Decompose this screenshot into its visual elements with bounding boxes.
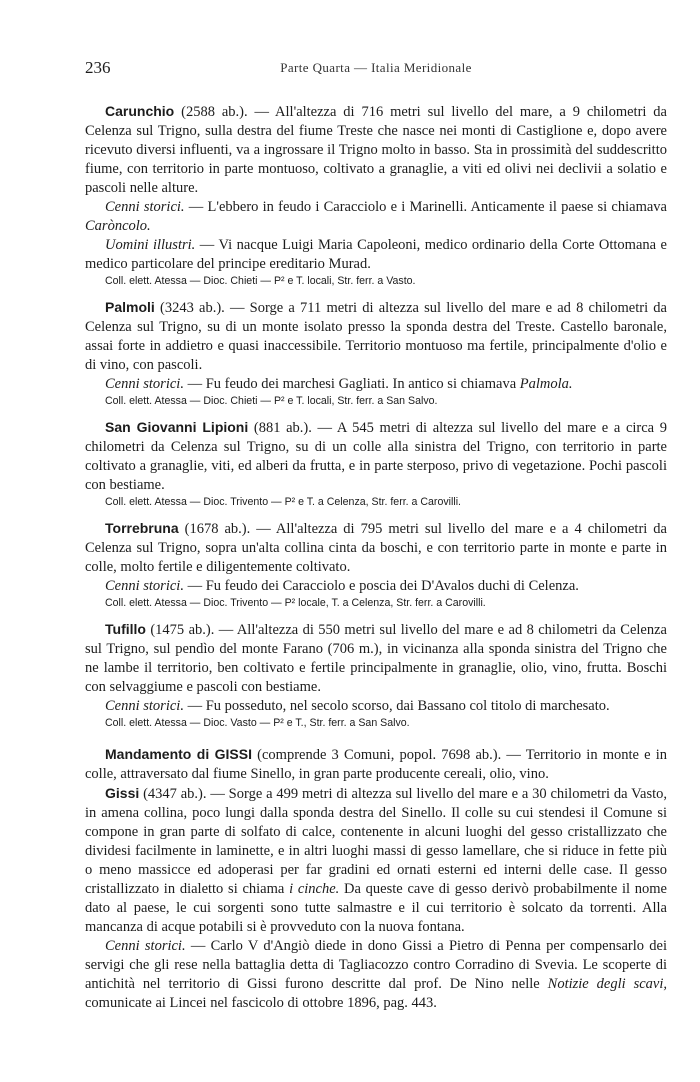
history-label: Cenni storici. xyxy=(105,376,184,392)
mandamento-name: Mandamento di GISSI xyxy=(105,746,252,762)
entry-name: Tufillo xyxy=(105,621,146,637)
entry-name: Gissi xyxy=(105,785,140,801)
page-header xyxy=(85,58,667,80)
entry-notable-people xyxy=(85,236,667,274)
entry-name: San Giovanni Lipioni xyxy=(105,419,249,435)
notable-text: — Vi nacque Luigi Maria Capoleoni, medico ordinario della Corte Ottomana e medico particolare del principe ereditario Murad. xyxy=(85,237,667,272)
entry-paragraph xyxy=(85,418,667,495)
entry-text: (881 ab.). — A 545 metri di altezza sul livello del mare e a circa 9 chilometri da Celenza sul Trigno, su di un colle alla sinistra del Trigno, con territorio in parte coltivato a granaglie, viti, ed alberi da frutta, e in parte sterposo, privo di vegetazione. Pochi pascoli con bestiame. xyxy=(85,420,668,493)
entry-paragraph xyxy=(85,784,667,937)
entry-history xyxy=(85,375,667,394)
entry-tufillo xyxy=(85,620,667,731)
history-text: — L'ebbero in feudo i Caracciolo e i Marinelli. Anticamente il paese si chiamava xyxy=(184,199,667,215)
history-text-continued: comunicate ai Lincei nel fascicolo di ottobre 1896, pag. 443. xyxy=(85,995,437,1011)
entry-admin-note: Coll. elett. Atessa — Dioc. Vasto — P² e T., Str. ferr. a San Salvo. xyxy=(105,717,410,729)
entry-carunchio xyxy=(85,102,667,289)
mandamento-gissi xyxy=(85,745,667,784)
entry-paragraph xyxy=(85,620,667,697)
entry-text: (2588 ab.). — All'altezza di 716 metri sul livello del mare, a 9 chilometri da Celenza sul Trigno, sulla destra del fiume Treste che nasce nei monti di Castiglione e, dopo avere ricevuto diversi influenti, va a ingrossare il Trigno molto in basso. Sta in prossimità del suddescritto fiume, con territorio in parte montuoso, coltivato a granaglie, a viti ed olivi nei declivii a solatio e pascoli nelle alture. xyxy=(85,104,667,196)
entry-admin-note: Coll. elett. Atessa — Dioc. Trivento — P² locale, T. a Celenza, Str. ferr. a Carovilli. xyxy=(105,597,486,609)
history-text: — Fu feudo dei Caracciolo e poscia dei D'Avalos duchi di Celenza. xyxy=(183,578,579,594)
history-italic: Caròncolo. xyxy=(85,218,151,234)
notable-label: Uomini illustri. xyxy=(105,237,196,253)
entry-text: (3243 ab.). — Sorge a 711 metri di altezza sul livello del mare e ad 8 chilometri da Celenza sul Trigno, su di un monte isolato presso la sponda destra del Treste. Castello baronale, assai forte in addietro e quasi inaccessibile. Territorio montuoso ma fertile, principalmente d'olio e di vino, con pascoli. xyxy=(85,300,667,373)
entry-palmoli xyxy=(85,298,667,409)
page-number: 236 xyxy=(85,58,111,77)
entry-history xyxy=(85,697,667,716)
mandamento-paragraph xyxy=(85,745,667,784)
history-italic: Palmola. xyxy=(519,376,573,392)
entry-history xyxy=(85,577,667,596)
history-text: — Fu posseduto, nel secolo scorso, dai Bassano col titolo di marchesato. xyxy=(183,698,610,714)
entry-admin-note: Coll. elett. Atessa — Dioc. Chieti — P² e T. locali, Str. ferr. a Vasto. xyxy=(105,275,416,287)
history-label: Cenni storici. xyxy=(105,578,184,594)
entry-history xyxy=(85,937,667,1013)
entry-name: Torrebruna xyxy=(105,520,179,536)
entry-name: Palmoli xyxy=(105,299,155,315)
entry-gissi xyxy=(85,784,667,1013)
entry-paragraph xyxy=(85,519,667,577)
entry-admin-note: Coll. elett. Atessa — Dioc. Chieti — P² e T. locali, Str. ferr. a San Salvo. xyxy=(105,395,438,407)
running-title: Parte Quarta — Italia Meridionale xyxy=(280,60,472,75)
entry-text: (1678 ab.). — All'altezza di 795 metri sul livello del mare e a 4 chilometri da Celenza sul Trigno, sopra un'alta collina cinta da boschi, e con territorio parte in monte e parte in colle, molto fertile e diligentemente coltivato. xyxy=(85,521,667,575)
history-italic: Notizie degli scavi, xyxy=(547,976,667,992)
history-label: Cenni storici. xyxy=(105,938,186,954)
mandamento-text: (comprende 3 Comuni, popol. 7698 ab.). — Territorio in monte e in colle, attraversato dal fiume Sinello, in gran parte producente cereali, olio, vino. xyxy=(85,747,668,782)
entry-italic-term: i cinche. xyxy=(289,881,340,897)
entry-text-continued: Da queste cave di gesso derivò probabilmente il nome dato al paese, le cui sorgenti sono tutte salmastre e il cui territorio è solcato da torrenti. Alla mancanza di acque potabili si è provveduto con la nuova fontana. xyxy=(85,881,667,935)
entry-san-giovanni-lipioni xyxy=(85,418,667,510)
entry-admin-note: Coll. elett. Atessa — Dioc. Trivento — P² e T. a Celenza, Str. ferr. a Carovilli. xyxy=(105,496,462,508)
entry-name: Carunchio xyxy=(105,103,175,119)
entry-paragraph xyxy=(85,298,667,375)
history-text: — Fu feudo dei marchesi Gagliati. In antico si chiamava xyxy=(183,376,520,392)
page-content xyxy=(85,102,667,1022)
entry-text: (1475 ab.). — All'altezza di 550 metri sul livello del mare e ad 8 chilometri da Celenza sul Trigno, sul pendìo del monte Farano (706 m.), in vicinanza alla sponda sinistra del Trigno che ne lambe il territorio, ben coltivato e fertile principalmente in granaglie, olio, vino, frutta. Boschi con selvaggiume e pascoli con bestiame. xyxy=(85,622,667,695)
entry-torrebruna xyxy=(85,519,667,611)
entry-history xyxy=(85,198,667,236)
history-text: — Carlo V d'Angiò diede in dono Gissi a Pietro di Penna per compensarlo dei servigi che gli rese nella battaglia detta di Tagliacozzo contro Corradino di Svevia. Le scoperte di antichità nel territorio di Gissi furono descritte dal prof. De Nino nelle xyxy=(85,938,667,992)
history-label: Cenni storici. xyxy=(105,199,185,215)
entry-paragraph xyxy=(85,102,667,198)
entry-text: (4347 ab.). — Sorge a 499 metri di altezza sul livello del mare e a 30 chilometri da Vasto, in amena collina, poco lungi dalla sponda destra del Sinello. Il colle su cui stendesi il Comune si compone in gran parte di solfato di calce, contenente in alcuni luoghi del gesso cristallizzato che dividesi facilmente in laminette, e in altri luoghi massi di gesso lamellare, che si riduce in fette più o meno massicce ed adoperasi per far gradini ed ornati esterni ed interni delle case. Il gesso cristallizzato in dialetto si chiama xyxy=(85,786,667,897)
history-label: Cenni storici. xyxy=(105,698,184,714)
